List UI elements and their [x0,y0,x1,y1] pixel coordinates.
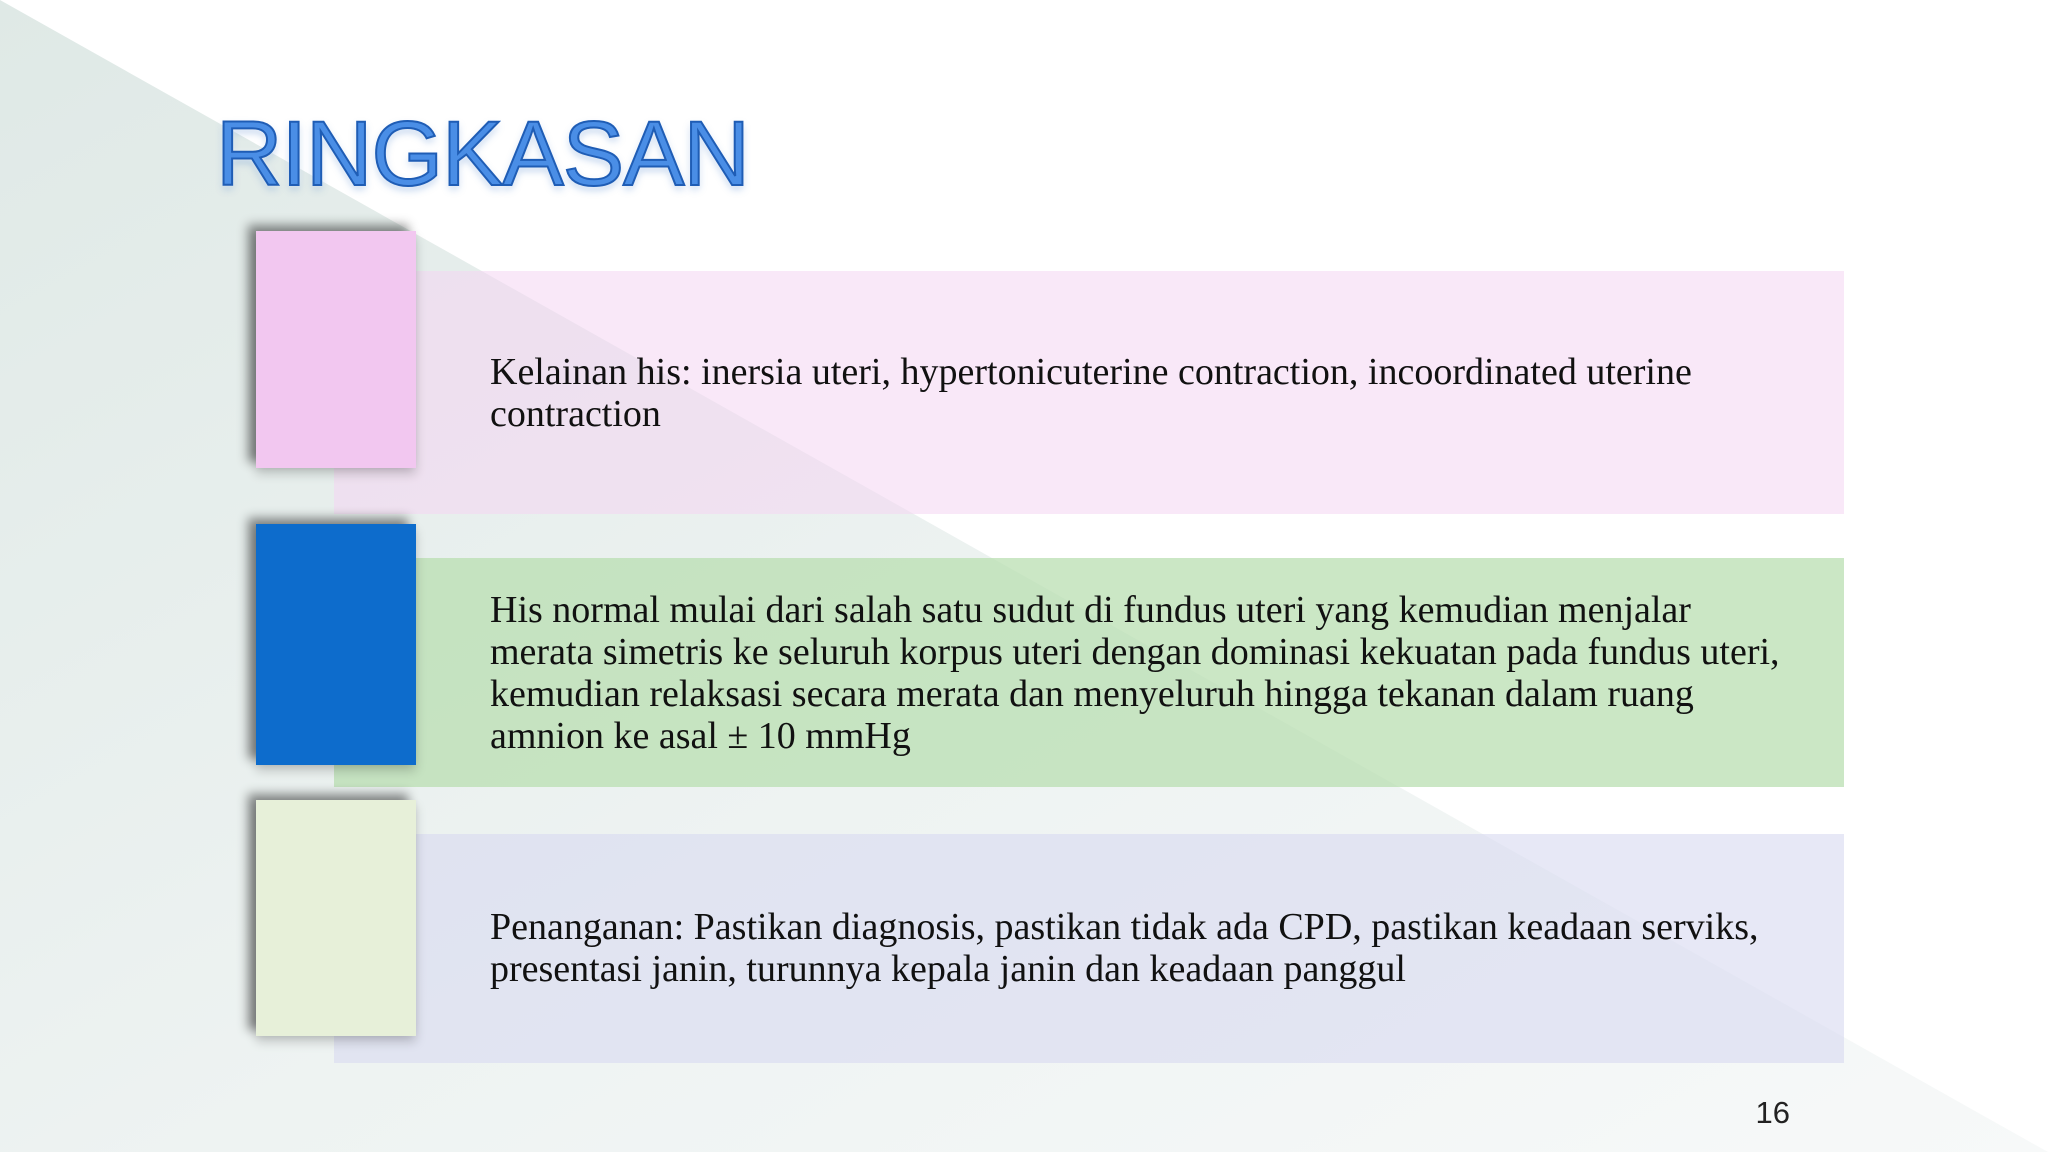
summary-item-3-text: Penanganan: Pastikan diagnosis, pastikan tidak ada CPD, pastikan keadaan serviks, presentasi janin, turunnya kepala janin dan keadaan panggul [490,906,1759,990]
page-number: 16 [1755,1095,1790,1130]
pink-marker-block [256,231,416,468]
blue-marker-block [256,524,416,765]
summary-item-2-text: His normal mulai dari salah satu sudut di fundus uteri yang kemudian menjalar merata simetris ke seluruh korpus uteri dengan dominasi kekuatan pada fundus uteri, kemudian relaksasi secara merata dan menyeluruh hingga tekanan dalam ruang amnion ke asal ± 10 mmHg [490,589,1780,757]
light-green-marker-block [256,800,416,1036]
slide-title: RINGKASAN [216,103,749,205]
summary-item-1-text: Kelainan his: inersia uteri, hypertonicuterine contraction, incoordinated uterine contraction [490,351,1692,435]
